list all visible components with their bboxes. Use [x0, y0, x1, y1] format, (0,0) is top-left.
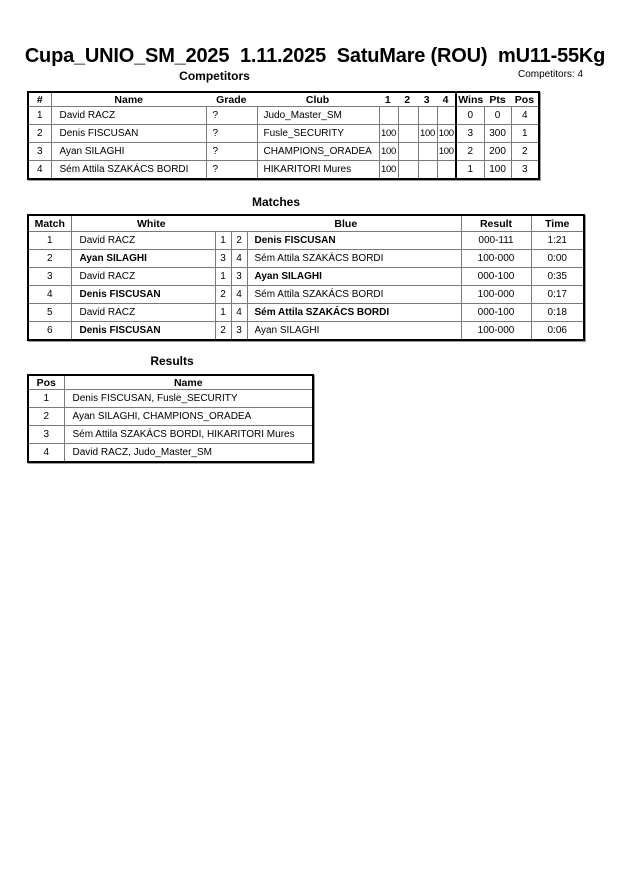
- col-wins-pts-pos: [456, 92, 539, 107]
- match-row: [28, 322, 584, 341]
- match-row: [28, 268, 584, 286]
- competitor-pts: 0: [484, 107, 511, 125]
- col-name-grade-club-rounds: [51, 92, 456, 107]
- competitor-grade: ?: [206, 107, 257, 125]
- competitor-name: Denis FISCUSAN: [51, 125, 206, 143]
- blue-competitor: Sém Attila SZAKÁCS BORDI: [247, 304, 461, 322]
- competitor-pos: 3: [511, 161, 539, 180]
- match-time: 0:06: [531, 322, 584, 341]
- competitor-row: [28, 125, 539, 143]
- match-result: 000-100: [461, 268, 531, 286]
- competitors-heading: Competitors: [179, 69, 250, 83]
- col-white: White: [137, 217, 166, 230]
- match-time: 0:35: [531, 268, 584, 286]
- competitors-header-row: [28, 92, 539, 107]
- col-result: Result: [461, 215, 531, 232]
- col-name: Name: [114, 93, 144, 106]
- round-score: [437, 107, 456, 125]
- blue-seed: 4: [231, 286, 247, 304]
- col-wins: Wins: [458, 93, 484, 106]
- col-round-3: 3: [423, 93, 430, 106]
- col-name: Name: [64, 375, 313, 390]
- white-seed: 3: [215, 250, 231, 268]
- result-row: [28, 426, 313, 444]
- col-time: Time: [531, 215, 584, 232]
- blue-competitor: Sém Attila SZAKÁCS BORDI: [247, 286, 461, 304]
- competitors-count: Competitors: 4: [518, 69, 584, 80]
- round-score: [437, 161, 456, 180]
- competitor-row: [28, 161, 539, 180]
- match-result: 100-000: [461, 286, 531, 304]
- col-pts: Pts: [489, 93, 506, 106]
- match-time: 0:00: [531, 250, 584, 268]
- white-competitor: David RACZ: [71, 304, 215, 322]
- result-row: [28, 390, 313, 408]
- blue-seed: 4: [231, 250, 247, 268]
- white-seed: 2: [215, 286, 231, 304]
- competitor-pts: 300: [484, 125, 511, 143]
- matches-table: [27, 214, 585, 341]
- competitor-wins: 2: [456, 143, 484, 161]
- col-round-4: 4: [442, 93, 449, 106]
- competitor-number: 1: [28, 107, 51, 125]
- results-heading: Results: [150, 354, 194, 368]
- competitor-grade: ?: [206, 143, 257, 161]
- round-score: [379, 107, 398, 125]
- white-seed: 1: [215, 304, 231, 322]
- col-match: Match: [28, 215, 71, 232]
- col-blue: Blue: [334, 217, 358, 230]
- competitor-grade: ?: [206, 125, 257, 143]
- blue-competitor: Denis FISCUSAN: [247, 232, 461, 250]
- results-header-row: [28, 375, 313, 390]
- matches-header-row: [28, 215, 584, 232]
- round-score: [398, 107, 418, 125]
- competitor-row: [28, 143, 539, 161]
- match-result: 000-111: [461, 232, 531, 250]
- round-score: [398, 125, 418, 143]
- blue-seed: 4: [231, 304, 247, 322]
- match-result: 100-000: [461, 250, 531, 268]
- result-row: [28, 408, 313, 426]
- competitor-pos: 1: [511, 125, 539, 143]
- results-table: [27, 374, 314, 463]
- match-result: 100-000: [461, 322, 531, 341]
- col-round-2: 2: [404, 93, 411, 106]
- round-score: 100: [379, 125, 398, 143]
- round-score: 100: [437, 143, 456, 161]
- round-score: [418, 161, 437, 180]
- competitor-wins: 1: [456, 161, 484, 180]
- col-grade: Grade: [216, 93, 247, 106]
- competitor-pos: 4: [511, 107, 539, 125]
- competitor-pts: 200: [484, 143, 511, 161]
- white-competitor: Ayan SILAGHI: [71, 250, 215, 268]
- match-number: 2: [28, 250, 71, 268]
- result-pos: 4: [28, 444, 64, 463]
- blue-seed: 3: [231, 268, 247, 286]
- white-competitor: Denis FISCUSAN: [71, 322, 215, 341]
- competitor-pts: 100: [484, 161, 511, 180]
- competitor-pos: 2: [511, 143, 539, 161]
- white-competitor: Denis FISCUSAN: [71, 286, 215, 304]
- blue-seed: 2: [231, 232, 247, 250]
- competitor-name: Sém Attila SZAKÁCS BORDI: [51, 161, 206, 180]
- result-pos: 2: [28, 408, 64, 426]
- competitor-wins: 0: [456, 107, 484, 125]
- competitor-number: 2: [28, 125, 51, 143]
- blue-competitor: Ayan SILAGHI: [247, 322, 461, 341]
- match-row: [28, 286, 584, 304]
- competitor-name: David RACZ: [51, 107, 206, 125]
- result-name: Ayan SILAGHI, CHAMPIONS_ORADEA: [64, 408, 313, 426]
- white-seed: 1: [215, 268, 231, 286]
- competitor-club: Judo_Master_SM: [257, 107, 379, 125]
- result-name: Denis FISCUSAN, Fusle_SECURITY: [64, 390, 313, 408]
- page-title: Cupa_UNIO_SM_2025 1.11.2025 SatuMare (ROU) mU11-55Kg: [24, 45, 606, 67]
- match-row: [28, 232, 584, 250]
- round-score: 100: [437, 125, 456, 143]
- competitor-wins: 3: [456, 125, 484, 143]
- competitors-table: [27, 91, 540, 180]
- match-result: 000-100: [461, 304, 531, 322]
- round-score: [418, 107, 437, 125]
- white-competitor: David RACZ: [71, 232, 215, 250]
- match-row: [28, 304, 584, 322]
- competitor-club: CHAMPIONS_ORADEA: [257, 143, 379, 161]
- match-number: 6: [28, 322, 71, 341]
- round-score: 100: [418, 125, 437, 143]
- blue-seed: 3: [231, 322, 247, 341]
- col-number: #: [28, 92, 51, 107]
- match-number: 1: [28, 232, 71, 250]
- round-score: 100: [379, 143, 398, 161]
- round-score: [418, 143, 437, 161]
- match-number: 5: [28, 304, 71, 322]
- matches-heading: Matches: [251, 195, 301, 209]
- match-time: 0:17: [531, 286, 584, 304]
- col-pos: Pos: [28, 375, 64, 390]
- match-time: 0:18: [531, 304, 584, 322]
- competitor-row: [28, 107, 539, 125]
- blue-competitor: Sém Attila SZAKÁCS BORDI: [247, 250, 461, 268]
- competitor-club: Fusle_SECURITY: [257, 125, 379, 143]
- white-seed: 1: [215, 232, 231, 250]
- match-number: 4: [28, 286, 71, 304]
- result-row: [28, 444, 313, 463]
- result-name: David RACZ, Judo_Master_SM: [64, 444, 313, 463]
- match-row: [28, 250, 584, 268]
- competitor-grade: ?: [206, 161, 257, 180]
- col-pos: Pos: [514, 93, 535, 106]
- competitor-number: 3: [28, 143, 51, 161]
- col-round-1: 1: [384, 93, 391, 106]
- result-name: Sém Attila SZAKÁCS BORDI, HIKARITORI Mures: [64, 426, 313, 444]
- result-pos: 3: [28, 426, 64, 444]
- round-score: [398, 143, 418, 161]
- competitor-number: 4: [28, 161, 51, 180]
- white-competitor: David RACZ: [71, 268, 215, 286]
- competitor-club: HIKARITORI Mures: [257, 161, 379, 180]
- match-time: 1:21: [531, 232, 584, 250]
- col-club: Club: [305, 93, 330, 106]
- competitor-name: Ayan SILAGHI: [51, 143, 206, 161]
- result-pos: 1: [28, 390, 64, 408]
- white-seed: 2: [215, 322, 231, 341]
- match-number: 3: [28, 268, 71, 286]
- round-score: 100: [379, 161, 398, 180]
- round-score: [398, 161, 418, 180]
- blue-competitor: Ayan SILAGHI: [247, 268, 461, 286]
- col-white-blue: [71, 215, 461, 232]
